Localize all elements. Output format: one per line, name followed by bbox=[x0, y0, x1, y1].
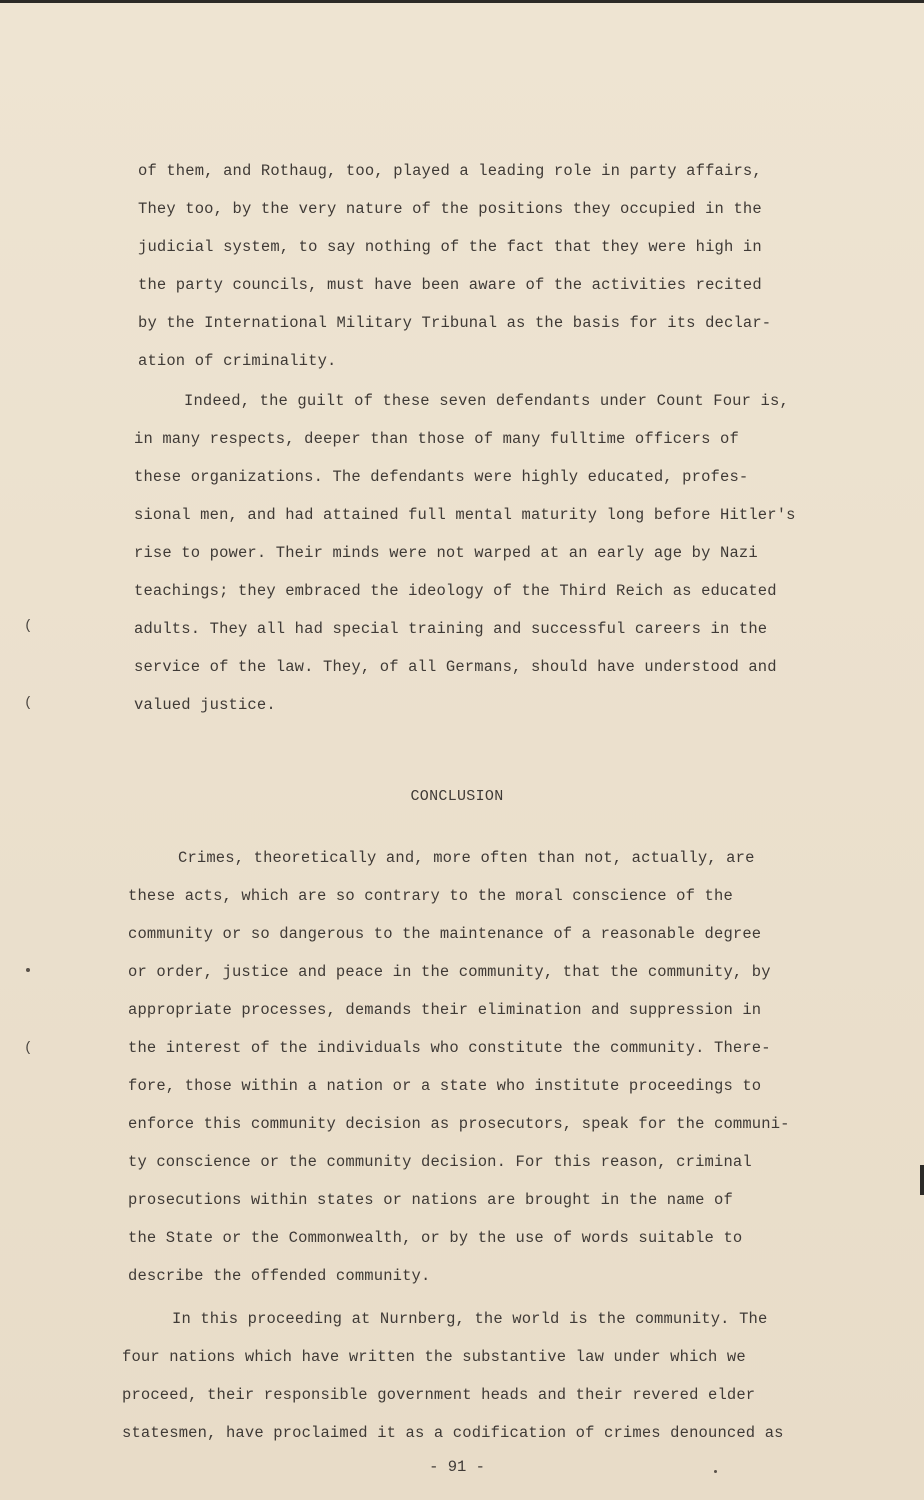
paragraph-line: They too, by the very nature of the positions they occupied in the bbox=[138, 200, 762, 218]
paragraph-3 bbox=[128, 839, 828, 1295]
margin-mark: ( bbox=[24, 618, 33, 634]
paragraph-line: valued justice. bbox=[134, 696, 276, 714]
paragraph-line: community or so dangerous to the maintenance of a reasonable degree bbox=[128, 925, 762, 943]
paragraph-2 bbox=[134, 382, 834, 724]
paragraph-line: these organizations. The defendants were highly educated, profes- bbox=[134, 468, 749, 486]
paragraph-line: Crimes, theoretically and, more often than not, actually, are bbox=[178, 849, 755, 867]
paragraph-line: four nations which have written the substantive law under which we bbox=[122, 1348, 746, 1366]
paragraph-line: adults. They all had special training and successful careers in the bbox=[134, 620, 768, 638]
paragraph-line: Indeed, the guilt of these seven defendants under Count Four is, bbox=[184, 392, 789, 410]
paragraph-line: describe the offended community. bbox=[128, 1267, 431, 1285]
paragraph-line: judicial system, to say nothing of the fact that they were high in bbox=[138, 238, 762, 256]
paragraph-line: of them, and Rothaug, too, played a leading role in party affairs, bbox=[138, 162, 762, 180]
paragraph-line: the State or the Commonwealth, or by the use of words suitable to bbox=[128, 1229, 743, 1247]
page-right-edge bbox=[920, 1165, 924, 1195]
margin-mark: ( bbox=[24, 695, 33, 711]
paragraph-1 bbox=[138, 152, 838, 380]
paragraph-line: the interest of the individuals who constitute the community. There- bbox=[128, 1039, 771, 1057]
paragraph-line: service of the law. They, of all Germans, should have understood and bbox=[134, 658, 777, 676]
paragraph-line: or order, justice and peace in the community, that the community, by bbox=[128, 963, 771, 981]
paragraph-line: the party councils, must have been aware of the activities recited bbox=[138, 276, 762, 294]
page-number: - 91 - bbox=[429, 1458, 485, 1476]
paragraph-4 bbox=[122, 1300, 822, 1452]
paragraph-line: by the International Military Tribunal as the basis for its declar- bbox=[138, 314, 772, 332]
paragraph-line: In this proceeding at Nurnberg, the world is the community. The bbox=[172, 1310, 768, 1328]
paragraph-line: appropriate processes, demands their elimination and suppression in bbox=[128, 1001, 762, 1019]
page-top-edge bbox=[0, 0, 924, 3]
paragraph-line: teachings; they embraced the ideology of the Third Reich as educated bbox=[134, 582, 777, 600]
margin-dot bbox=[26, 968, 30, 972]
section-heading: CONCLUSION bbox=[410, 788, 504, 805]
paragraph-line: in many respects, deeper than those of many fulltime officers of bbox=[134, 430, 739, 448]
margin-mark: ( bbox=[24, 1040, 33, 1056]
paragraph-line: enforce this community decision as prosecutors, speak for the communi- bbox=[128, 1115, 790, 1133]
paragraph-line: these acts, which are so contrary to the moral conscience of the bbox=[128, 887, 733, 905]
paragraph-line: prosecutions within states or nations are brought in the name of bbox=[128, 1191, 733, 1209]
paragraph-line: statesmen, have proclaimed it as a codification of crimes denounced as bbox=[122, 1424, 784, 1442]
paragraph-line: rise to power. Their minds were not warped at an early age by Nazi bbox=[134, 544, 758, 562]
paragraph-line: ty conscience or the community decision. For this reason, criminal bbox=[128, 1153, 752, 1171]
paragraph-line: ation of criminality. bbox=[138, 352, 337, 370]
paragraph-line: sional men, and had attained full mental maturity long before Hitler's bbox=[134, 506, 796, 524]
paragraph-line: fore, those within a nation or a state who institute proceedings to bbox=[128, 1077, 762, 1095]
paragraph-line: proceed, their responsible government heads and their revered elder bbox=[122, 1386, 756, 1404]
margin-dot bbox=[714, 1470, 717, 1473]
